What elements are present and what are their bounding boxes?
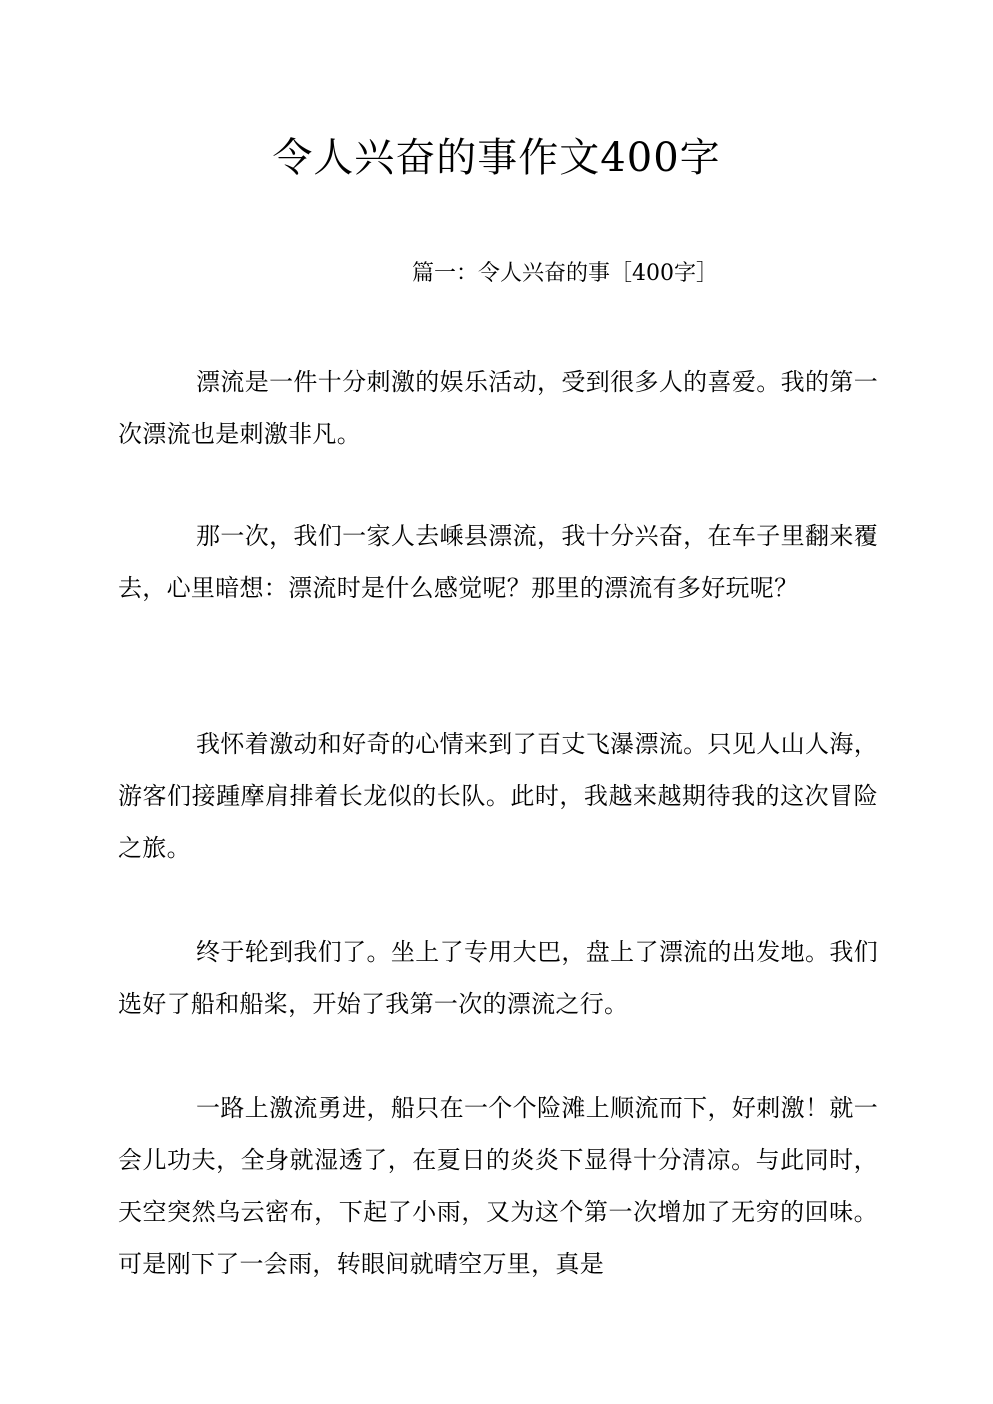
paragraph: 漂流是一件十分刺激的娱乐活动，受到很多人的喜爱。我的第一次漂流也是刺激非凡。	[118, 368, 878, 448]
section-heading: 篇一：令人兴奋的事［400字］	[412, 261, 718, 286]
document-title: 令人兴奋的事作文400字	[272, 135, 721, 181]
paragraph: 终于轮到我们了。坐上了专用大巴，盘上了漂流的出发地。我们选好了船和船桨，开始了我第一次的漂流之行。	[118, 938, 878, 1018]
paragraph: 一路上激流勇进，船只在一个个险滩上顺流而下，好刺激！就一会儿功夫，全身就湿透了，在夏日的炎炎下显得十分清凉。与此同时，天空突然乌云密布，下起了小雨，又为这个第一次增加了无穷的回味。可是刚下了一会雨，转眼间就晴空万里，真是	[118, 1094, 878, 1278]
paragraph: 那一次，我们一家人去嵊县漂流，我十分兴奋，在车子里翻来覆去，心里暗想：漂流时是什么感觉呢？那里的漂流有多好玩呢？	[118, 522, 878, 602]
paragraph: 我怀着激动和好奇的心情来到了百丈飞瀑漂流。只见人山人海，游客们接踵摩肩排着长龙似的长队。此时，我越来越期待我的这次冒险之旅。	[118, 730, 878, 862]
